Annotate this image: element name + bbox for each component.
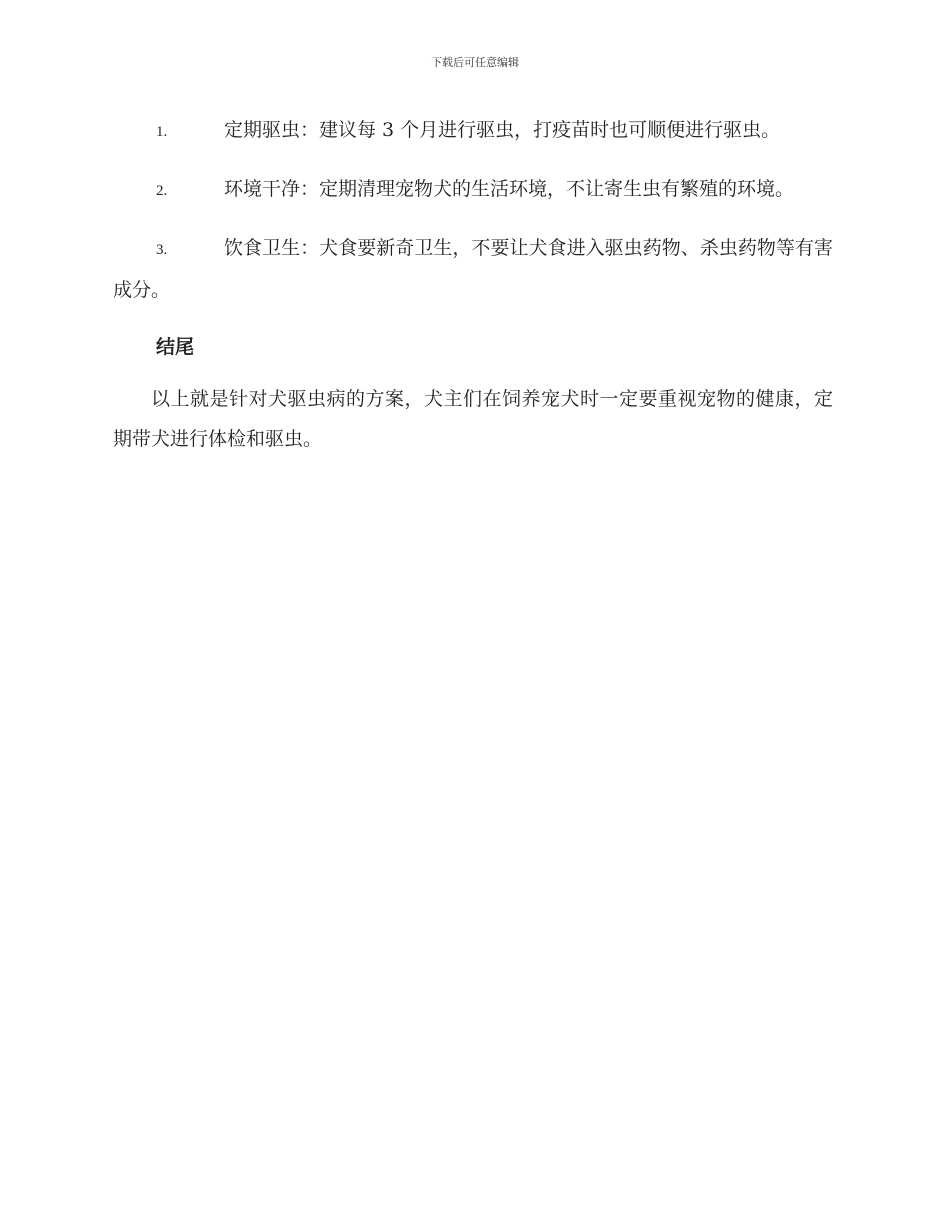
- list-item-text: 饮食卫生：犬食要新奇卫生，不要让犬食进入驱虫药物、杀虫药物等有害成分。: [113, 237, 833, 301]
- document-body: [113, 110, 833, 459]
- header-note: 下载后可任意编辑: [431, 56, 519, 69]
- list-item-number: 1.: [156, 124, 168, 140]
- list-item-text: 环境干净：定期清理宠物犬的生活环境，不让寄生虫有繁殖的环境。: [224, 178, 795, 200]
- section-heading: 结尾: [156, 336, 195, 358]
- list-item-text: 定期驱虫：建议每 3 个月进行驱虫，打疫苗时也可顺便进行驱虫。: [224, 119, 781, 141]
- list-item-number: 2.: [156, 183, 168, 199]
- list-item: [113, 169, 833, 211]
- conclusion-paragraph: 以上就是针对犬驱虫病的方案，犬主们在饲养宠犬时一定要重视宠物的健康，定期带犬进行体检和驱虫。: [113, 388, 833, 450]
- list-item: [113, 228, 833, 310]
- numbered-list: [113, 110, 833, 310]
- list-item-number: 3.: [156, 242, 168, 258]
- list-item: [113, 110, 833, 152]
